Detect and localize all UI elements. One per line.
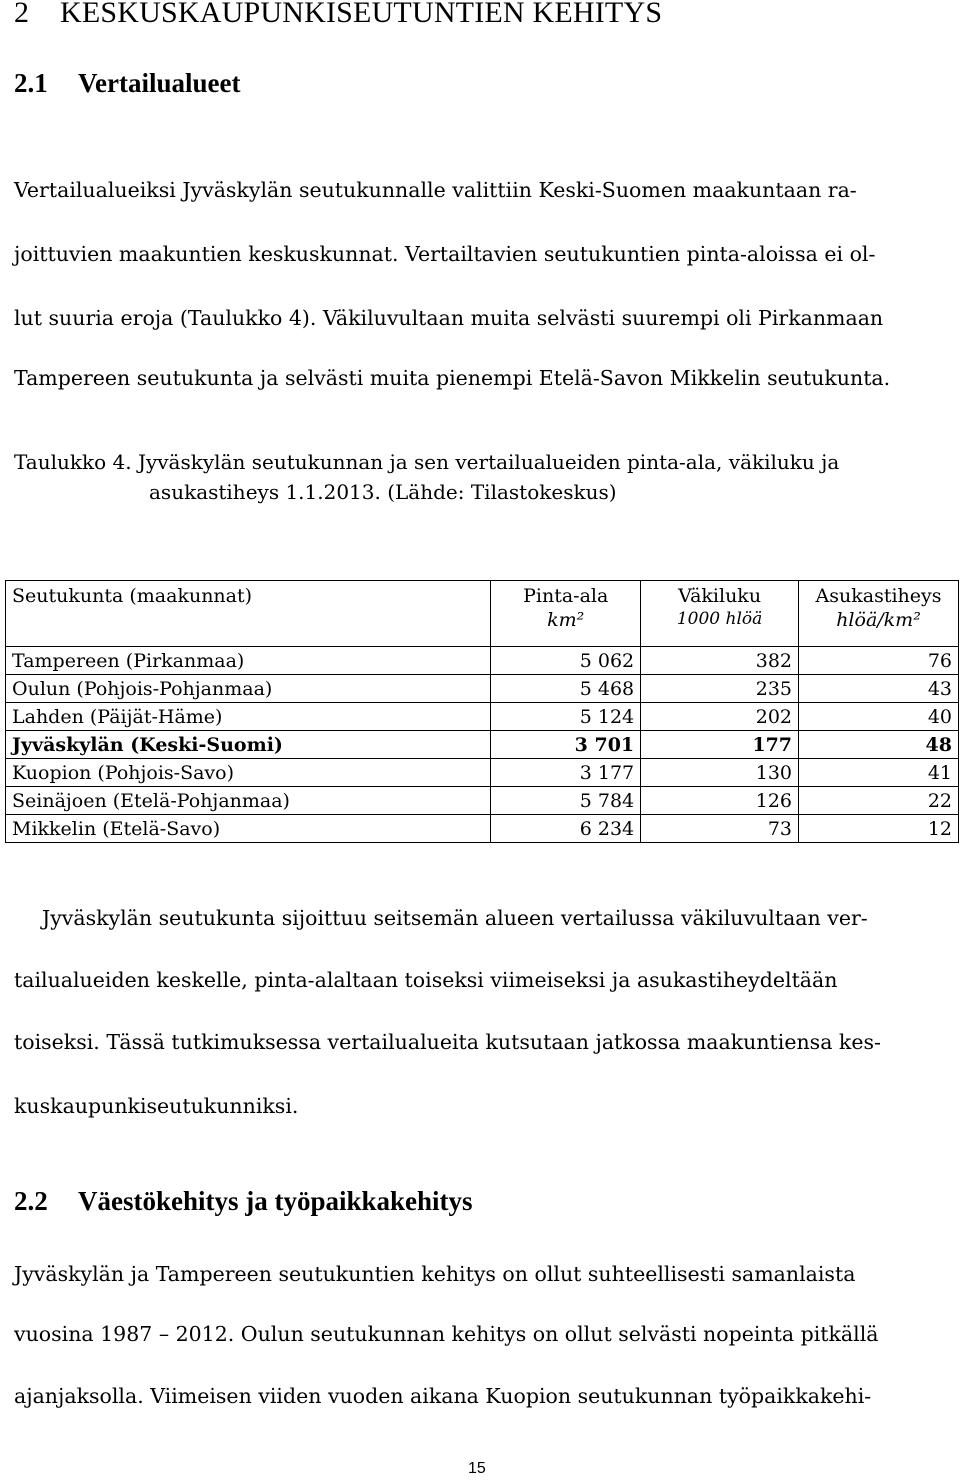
- header-population-unit: 1000 hlöä: [676, 609, 763, 629]
- table-row: [6, 815, 959, 843]
- cell-density: 22: [799, 787, 959, 815]
- cell-region: Lahden (Päijät-Häme): [6, 703, 491, 731]
- cell-population: 177: [641, 731, 799, 759]
- header-region: [6, 581, 491, 647]
- page-number: 15: [468, 1460, 486, 1477]
- header-region-label: Seutukunta (maakunnat): [12, 585, 253, 607]
- table-caption-line-1: Taulukko 4. Jyväskylän seutukunnan ja sen vertailualueiden pinta-ala, väkiluku ja: [14, 450, 840, 474]
- cell-area: 5 468: [491, 675, 641, 703]
- paragraph-1-line: lut suuria eroja (Taulukko 4). Väkiluvultaan muita selvästi suurempi oli Pirkanmaan: [14, 306, 884, 330]
- section-heading: [14, 0, 662, 30]
- paragraph-1-line: joittuvien maakuntien keskuskunnat. Vertailtavien seutukuntien pinta-aloissa ei ol-: [14, 242, 876, 266]
- table-row-highlighted: [6, 731, 959, 759]
- subsection-heading-2: [14, 1186, 473, 1217]
- subsection-heading-1: [14, 68, 240, 99]
- cell-region: Tampereen (Pirkanmaa): [6, 647, 491, 675]
- cell-population: 130: [641, 759, 799, 787]
- subsection-number-1: 2.1: [14, 68, 48, 98]
- cell-region: Mikkelin (Etelä-Savo): [6, 815, 491, 843]
- paragraph-2-line: toiseksi. Tässä tutkimuksessa vertailualueita kutsutaan jatkossa maakuntiensa kes-: [14, 1030, 881, 1054]
- cell-area: 3 701: [491, 731, 641, 759]
- cell-region: Kuopion (Pohjois-Savo): [6, 759, 491, 787]
- paragraph-1-line: Vertailualueiksi Jyväskylän seutukunnalle valittiin Keski-Suomen maakuntaan ra-: [14, 178, 857, 202]
- section-title: KESKUSKAUPUNKISEUTUNTIEN KEHITYS: [60, 0, 663, 29]
- header-density-label: Asukastiheys: [815, 585, 942, 607]
- paragraph-3-line: Jyväskylän ja Tampereen seutukuntien kehitys on ollut suhteellisesti samanlaista: [14, 1262, 856, 1286]
- cell-area: 6 234: [491, 815, 641, 843]
- cell-population: 235: [641, 675, 799, 703]
- cell-density: 12: [799, 815, 959, 843]
- table-header-row: [6, 581, 959, 647]
- cell-region: Oulun (Pohjois-Pohjanmaa): [6, 675, 491, 703]
- table-row: [6, 675, 959, 703]
- cell-density: 43: [799, 675, 959, 703]
- table-row: [6, 787, 959, 815]
- table-row: [6, 759, 959, 787]
- cell-population: 202: [641, 703, 799, 731]
- cell-area: 3 177: [491, 759, 641, 787]
- data-table: [5, 580, 959, 843]
- subsection-title-1: Vertailualueet: [78, 68, 241, 98]
- cell-density: 48: [799, 731, 959, 759]
- cell-region: Seinäjoen (Etelä-Pohjanmaa): [6, 787, 491, 815]
- header-density-unit: hlöä/km²: [836, 609, 921, 631]
- table-row: [6, 647, 959, 675]
- cell-density: 40: [799, 703, 959, 731]
- cell-density: 76: [799, 647, 959, 675]
- cell-area: 5 062: [491, 647, 641, 675]
- cell-area: 5 784: [491, 787, 641, 815]
- header-area: [491, 581, 641, 647]
- paragraph-2-line: tailualueiden keskelle, pinta-alaltaan toiseksi viimeiseksi ja asukastiheydeltään: [14, 968, 838, 992]
- section-number: 2: [14, 0, 30, 29]
- cell-density: 41: [799, 759, 959, 787]
- cell-region: Jyväskylän (Keski-Suomi): [6, 731, 491, 759]
- table-caption-line-2: asukastiheys 1.1.2013. (Lähde: Tilastokeskus): [149, 480, 617, 504]
- cell-population: 126: [641, 787, 799, 815]
- header-population-label: Väkiluku: [678, 585, 762, 607]
- subsection-title-2: Väestökehitys ja työpaikkakehitys: [78, 1186, 473, 1216]
- header-density: [799, 581, 959, 647]
- table-row: [6, 703, 959, 731]
- header-area-unit: km²: [547, 609, 585, 631]
- paragraph-2-line: Jyväskylän seutukunta sijoittuu seitsemän alueen vertailussa väkiluvultaan ver-: [42, 906, 868, 930]
- header-area-label: Pinta-ala: [523, 585, 609, 607]
- paragraph-2-line: kuskaupunkiseutukunniksi.: [14, 1094, 299, 1118]
- subsection-number-2: 2.2: [14, 1186, 48, 1216]
- paragraph-1-line: Tampereen seutukunta ja selvästi muita pienempi Etelä-Savon Mikkelin seutukunta.: [14, 366, 891, 390]
- paragraph-3-line: ajanjaksolla. Viimeisen viiden vuoden aikana Kuopion seutukunnan työpaikkakehi-: [14, 1384, 872, 1408]
- header-population: [641, 581, 799, 647]
- cell-population: 382: [641, 647, 799, 675]
- paragraph-3-line: vuosina 1987 – 2012. Oulun seutukunnan kehitys on ollut selvästi nopeinta pitkällä: [14, 1322, 879, 1346]
- cell-population: 73: [641, 815, 799, 843]
- cell-area: 5 124: [491, 703, 641, 731]
